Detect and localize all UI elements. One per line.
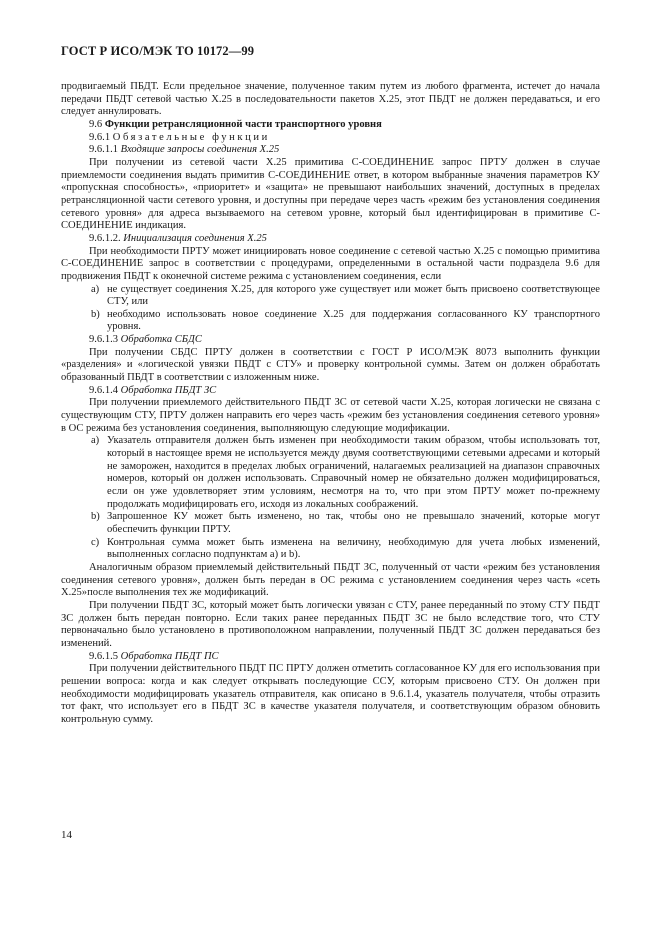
list-item-text: необходимо использовать новое соединение X.25 для поддержания согласованного КУ транспортного уровня. [107,308,600,333]
heading-9-6-1-4-number: 9.6.1.4 [89,384,119,396]
paragraph-9-6-1-2: При необходимости ПРТУ может инициировать новое соединение с сетевой частью X.25 с помощью примитива С-СОЕДИНЕНИЕ запрос в соответствии с процедурами, определенными в остальной части подраздела 9.6 для продвижения ПБДТ к оконечной системе режима с установлением соединения, если [61,245,600,282]
heading-9-6-1 [89,132,600,145]
paragraph-9-6-1-1: При получении из сетевой части X.25 примитива С-СОЕДИНЕНИЕ запрос ПРТУ должен в случае приемлемости соединения выдать примитив С-СОЕДИНЕНИЕ ответ, в котором выбранные значения параметров КУ «пропускная способность», «приоритет» и «защита» не превышают наибольших значений, доступных в пределах ретрансляционной части сетевого уровня, и доступны при передаче через часть «режим без установления соединения сетевого уровня» для адреса вызываемого на сетевом уровне, который был идентифицирован в примитиве С-СОЕДИНЕНИЕ индикация. [61,156,600,232]
paragraph-9-6-1-3: При получении СБДС ПРТУ должен в соответствии с ГОСТ Р ИСО/МЭК 8073 выполнить функции «разделения» и «логической увязки ПБДТ с СТУ» и проверку контрольной суммы. Затем он должен обработать образованный ПБДТ в соответствии с изложенным ниже. [61,346,600,384]
paragraph-9-6-1-4: При получении приемлемого действительного ПБДТ ЗС от сетевой части X.25, которая логически не связана с существующим СТУ, ПРТУ должен направить его через часть «режим без установления соединения сетевого уровня» в ОС режима без установления соединения, выполняющую следующие модификации. [61,397,600,434]
list-item-text: не существует соединения X.25, для которого уже существует или может быть присвоено соответствующее СТУ, или [107,283,600,308]
list-item-text: Указатель отправителя должен быть изменен при необходимости таким образом, чтобы использовать тот, который в настоящее время не используется между двумя соответствующими сетевыми адресами и который не заморожен, находится в пределах любых ограничений, налагаемых реализацией на диапазон справочных номеров, который он должен использовать. Справочный номер не обязательно должен модифицироваться, если он уже удовлетворяет этим условиям, несмотря на то, что при этом ПРТУ может по-прежнему продолжать модифицировать его, исходя из локальных соображений. [107,435,600,510]
list-item [91,537,600,562]
list-item [91,284,600,309]
heading-9-6-1-5-number: 9.6.1.5 [89,650,119,662]
heading-9-6-1-5 [89,651,600,664]
heading-9-6 [89,119,600,132]
paragraph-9-6-1-5: При получении действительного ПБДТ ПС ПРТУ должен отметить согласованное КУ для его использования при решении вопроса: когда и как следует открывать последующие ССУ, которым присвоено СТУ. Он должен при необходимости модифицировать указатель отправителя, как описано в 9.6.1.4, указатель получателя, чтобы отразить тот факт, что использует его в ПБДТ ЗС в качестве указателя получателя, и соответствующим образом обновить контрольную сумму. [61,663,600,725]
list-item [91,511,600,536]
heading-9-6-1-2-title: Инициализация соединения X.25 [123,232,267,244]
document-page [61,44,600,726]
heading-9-6-1-1-title: Входящие запросы соединения X.25 [120,144,280,156]
list-marker: c) [91,536,100,548]
heading-9-6-1-4 [89,385,600,398]
heading-9-6-1-3-title: Обработка СБДС [120,334,202,346]
list-marker: b) [91,511,100,523]
heading-9-6-1-5-title: Обработка ПБДТ ПС [120,650,219,662]
heading-9-6-title: Функции ретрансляционной части транспортного уровня [104,118,382,130]
running-header: ГОСТ Р ИСО/МЭК ТО 10172—99 [61,44,255,58]
intro-paragraph: продвигаемый ПБДТ. Если предельное значение, полученное таким путем из любого фрагмента, истечет до начала передачи ПБДТ сетевой частью X.25 в последовательности пакетов X.25, этот ПБДТ не должен передаваться, и его следует аннулировать. [61,81,600,118]
list-marker: a) [91,435,100,447]
list-marker: a) [91,283,100,295]
page-number: 14 [61,829,72,841]
paragraph-9-6-1-4-b: Аналогичным образом приемлемый действительный ПБДТ ЗС, полученный от части «режим без установления соединения сетевого уровня», должен быть передан в ОС режима с установлением соединения через часть «сеть X.25»после выполнения тех же модификаций. [61,561,600,599]
heading-9-6-1-number: 9.6.1 [89,131,111,143]
heading-9-6-1-title: Обязательные функции [112,131,270,143]
paragraph-9-6-1-4-c: При получении ПБДТ ЗС, который может быть логически увязан с СТУ, ранее переданный по этому СТУ ПБДТ ЗС должен быть передан повторно. Если таких ранее переданных ПБДТ ЗС не было вследствие того, что СТУ первоначально было установлено в противоположном направлении, полученный ПБДТ ЗС должен передаваться без изменений. [61,599,600,649]
heading-9-6-1-2 [89,233,600,246]
list-item-text: Контрольная сумма может быть изменена на величину, необходимую для учета любых изменений, выполненных согласно подпунктам a) и b). [107,536,600,561]
heading-9-6-1-3-number: 9.6.1.3 [89,334,119,346]
heading-9-6-1-2-number: 9.6.1.2. [89,232,121,244]
list-marker: b) [91,308,100,320]
list-item-text: Запрошенное КУ может быть изменено, но так, чтобы оно не превышало значений, которые могут обеспечить функции ПРТУ. [107,511,600,535]
list-item [91,309,600,334]
heading-9-6-1-1 [89,144,600,157]
list-item [91,435,600,511]
heading-9-6-number: 9.6 [89,118,103,130]
heading-9-6-1-4-title: Обработка ПБДТ ЗС [120,384,217,396]
heading-9-6-1-1-number: 9.6.1.1 [89,144,119,156]
heading-9-6-1-3 [89,334,600,347]
